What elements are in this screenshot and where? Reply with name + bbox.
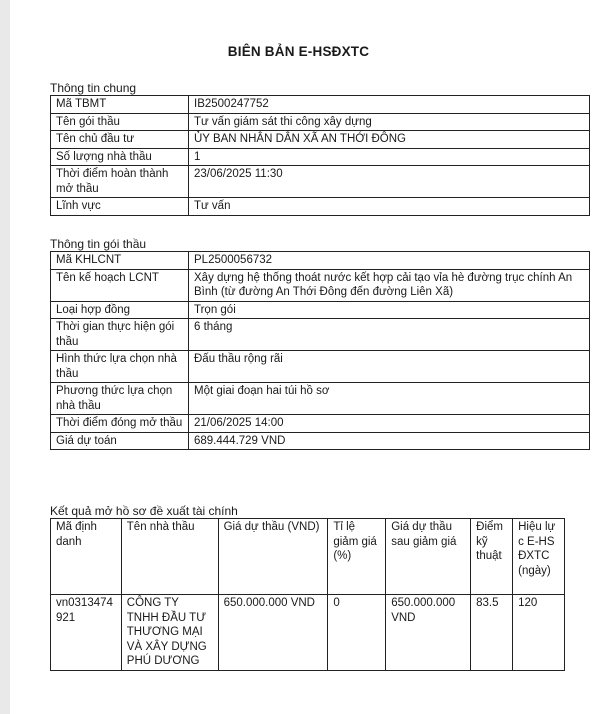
table-row xyxy=(51,595,565,671)
general-value: Tư vấn xyxy=(189,198,590,216)
table-row xyxy=(51,198,590,216)
table-row xyxy=(51,166,590,198)
column-header: Tên nhà thầu xyxy=(121,519,218,595)
table-row xyxy=(51,131,590,149)
package-key: Giá dự toán xyxy=(51,432,189,450)
general-value: 23/06/2025 11:30 xyxy=(189,166,590,198)
general-info-heading: Thông tin chung xyxy=(50,81,137,95)
general-value: 1 xyxy=(189,148,590,166)
bidder-name-cell: CÔNG TY TNHH ĐẦU TƯ THƯƠNG MẠI VÀ XÂY DỰNG PHÚ DƯƠNG xyxy=(121,595,218,671)
general-key: Số lượng nhà thầu xyxy=(51,148,189,166)
package-key: Phương thức lựa chọn nhà thầu xyxy=(51,383,189,415)
column-header: Giá dự thầu sau giảm giá xyxy=(386,519,471,595)
package-value: Đấu thầu rộng rãi xyxy=(189,351,590,383)
package-key: Loại hợp đồng xyxy=(51,301,189,319)
discount-cell: 0 xyxy=(328,595,386,671)
general-value: ỦY BAN NHÂN DÂN XÃ AN THỚI ĐÔNG xyxy=(189,131,590,149)
package-key: Mã KHLCNT xyxy=(51,252,189,270)
general-key: Tên chủ đầu tư xyxy=(51,131,189,149)
table-row xyxy=(51,96,590,114)
table-row xyxy=(51,301,590,319)
column-header: Giá dự thầu (VND) xyxy=(218,519,328,595)
general-key: Lĩnh vực xyxy=(51,198,189,216)
column-header: Điểm kỹ thuật xyxy=(471,519,513,595)
package-value: 6 tháng xyxy=(189,319,590,351)
validity-cell: 120 xyxy=(513,595,565,671)
table-row xyxy=(51,432,590,450)
column-header: Hiệu lực E-HSĐXTC (ngày) xyxy=(513,519,565,595)
general-key: Tên gói thầu xyxy=(51,113,189,131)
discounted-price-cell: 650.000.000 VND xyxy=(386,595,471,671)
table-row xyxy=(51,351,590,383)
table-row xyxy=(51,319,590,351)
results-table xyxy=(50,518,565,671)
package-value: 689.444.729 VND xyxy=(189,432,590,450)
general-value: IB2500247752 xyxy=(189,96,590,114)
table-row xyxy=(51,383,590,415)
general-key: Mã TBMT xyxy=(51,96,189,114)
table-row xyxy=(51,113,590,131)
column-header: Tỉ lệ giảm giá (%) xyxy=(328,519,386,595)
package-key: Thời điểm đóng mở thầu xyxy=(51,415,189,433)
package-info-table xyxy=(50,251,590,450)
column-header: Mã định danh xyxy=(51,519,122,595)
package-value: PL2500056732 xyxy=(189,252,590,270)
table-row xyxy=(51,148,590,166)
technical-score-cell: 83.5 xyxy=(471,595,513,671)
general-info-table xyxy=(50,95,590,216)
bid-price-cell: 650.000.000 VND xyxy=(218,595,328,671)
package-value: Trọn gói xyxy=(189,301,590,319)
package-key: Thời gian thực hiện gói thầu xyxy=(51,319,189,351)
package-value: Xây dựng hệ thống thoát nước kết hợp cải tạo vỉa hè đường trục chính An Bình (từ đường An Thới Đông đến đường Liên Xã) xyxy=(189,269,590,301)
table-row xyxy=(51,252,590,270)
package-value: 21/06/2025 14:00 xyxy=(189,415,590,433)
table-row xyxy=(51,269,590,301)
document-title: BIÊN BẢN E-HSĐXTC xyxy=(227,44,370,59)
package-value: Một giai đoạn hai túi hồ sơ xyxy=(189,383,590,415)
results-heading: Kết quả mở hồ sơ đề xuất tài chính xyxy=(50,504,238,518)
bidder-id-cell: vn0313474921 xyxy=(51,595,122,671)
table-row xyxy=(51,415,590,433)
results-header-row xyxy=(51,519,565,595)
package-key: Tên kế hoạch LCNT xyxy=(51,269,189,301)
package-info-heading: Thông tin gói thầu xyxy=(50,237,147,251)
package-key: Hình thức lựa chọn nhà thầu xyxy=(51,351,189,383)
general-value: Tư vấn giám sát thi công xây dựng xyxy=(189,113,590,131)
general-key: Thời điểm hoàn thành mở thầu xyxy=(51,166,189,198)
